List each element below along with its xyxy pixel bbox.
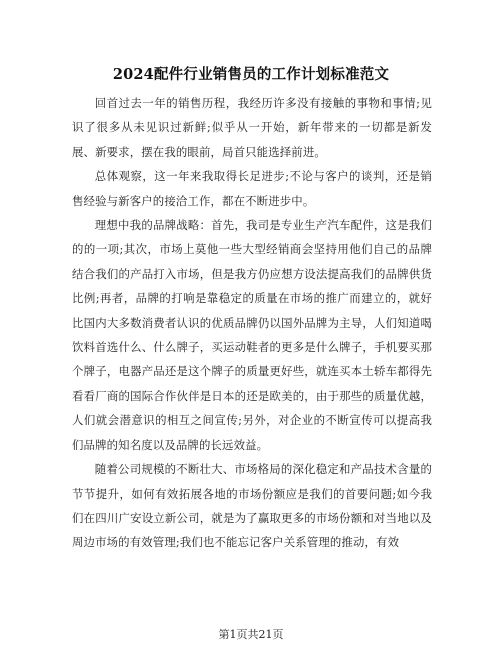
paragraph-intro: 回首过去一年的销售历程，我经历许多没有接触的事物和事情;见识了很多从未见识过新鲜;似乎从一开始，新年带来的一切都是新发展、新要求，摆在我的眼前，局首只能选择前进。 (72, 96, 432, 159)
paragraph-brand-strategy: 理想中我的品牌战略：首先，我司是专业生产汽车配件，这是我们的的一项;其次，市场上莫他一些大型经销商会坚持用他们自己的品牌结合我们的产品打入市场，但是我方仍应想方设法提高我们的品牌供货比例;再者，品牌的打响是靠稳定的质量在市场的推广而建立的，就好比国内大多数消费者认识的优质品牌仍以国外品牌为主导，人们知道喝饮料首选什么、什么牌子，买运动鞋者的更多是什么牌子，手机要买那个牌子，电器产品还是这个牌子的质量更好些，就连买本土轿车都得先看看厂商的国际合作伙伴是日本的还是欧美的，由于那些的质量优越，人们就会潜意识的相互之间宣传;另外，对企业的不断宣传可以提高我们品牌的知名度以及品牌的长远效益。 (72, 218, 432, 452)
document-body (72, 91, 432, 555)
paragraph-overview: 总体观察，这一年来我取得长足进步;不论与客户的谈判，还是销售经验与新客户的接洽工作，都在不断进步中。 (72, 169, 432, 208)
page-number-footer: 第1页共21页 (218, 628, 284, 641)
paragraph-market-expansion: 随着公司规模的不断壮大、市场格局的深化稳定和产品技术含量的节节提升，如何有效拓展各地的市场份额应是我们的首要问题;如今我们在四川广安设立新公司，就是为了赢取更多的市场份额和对当地以及周边市场的有效管理;我们也不能忘记客户关系管理的推动，有效 (72, 462, 432, 550)
document-title: 2024配件行业销售员的工作计划标准范文 (112, 66, 390, 83)
